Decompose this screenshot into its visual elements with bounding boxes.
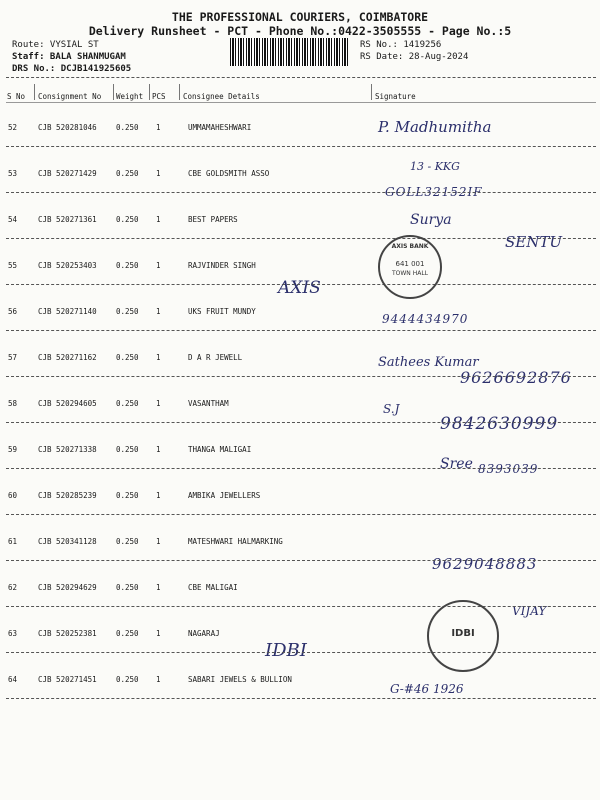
row-cno: CJB 520253403	[38, 261, 97, 270]
divider	[6, 102, 596, 103]
stamp-axis-code: 641 001	[395, 260, 425, 268]
row-cno: CJB 520271140	[38, 307, 97, 316]
row-consignee: D A R JEWELL	[188, 353, 243, 362]
row-cno: CJB 520281046	[38, 123, 97, 132]
row-weight: 0.250	[116, 675, 139, 684]
row-consignee: RAJVINDER SINGH	[188, 261, 256, 270]
row-weight: 0.250	[116, 123, 139, 132]
row-sno: 62	[8, 583, 18, 592]
row-pcs: 1	[156, 215, 161, 224]
row-sno: 64	[8, 675, 18, 684]
col-pcs: PCS	[152, 92, 166, 101]
row-pcs: 1	[156, 123, 161, 132]
row-cno: CJB 520271361	[38, 215, 97, 224]
row-divider	[6, 652, 596, 653]
idbi-bank-stamp	[427, 600, 499, 672]
row-signature: 9444434970	[382, 312, 469, 326]
row-weight: 0.250	[116, 537, 139, 546]
row-signature: Surya	[410, 212, 452, 228]
row-weight: 0.250	[116, 169, 139, 178]
row-sno: 59	[8, 445, 18, 454]
row-sno: 53	[8, 169, 18, 178]
page-subtitle: Delivery Runsheet - PCT - Phone No.:0422-3505555 - Page No.:5	[88, 24, 512, 38]
row-sno: 56	[8, 307, 18, 316]
stamp-axis-label: AXIS BANK	[391, 243, 429, 250]
row-consignee: BEST PAPERS	[188, 215, 238, 224]
row-divider	[6, 238, 596, 239]
row-signature: 8393039	[478, 462, 539, 476]
col-consignee: Consignee Details	[183, 92, 260, 101]
axis-bank-stamp	[378, 235, 442, 299]
row-divider	[6, 284, 596, 285]
row-sno: 57	[8, 353, 18, 362]
row-consignee: MATESHWARI HALMARKING	[188, 537, 283, 546]
row-signature: 9626692876	[460, 368, 572, 387]
row-cno: CJB 520252381	[38, 629, 97, 638]
row-cno: CJB 520341128	[38, 537, 97, 546]
row-consignee: UKS FRUIT MUNDY	[188, 307, 256, 316]
row-sno: 61	[8, 537, 18, 546]
row-signature: GOLL32152IF	[385, 185, 483, 199]
row-weight: 0.250	[116, 583, 139, 592]
row-signature: AXIS	[278, 278, 321, 298]
route: Route: VYSIAL ST	[12, 40, 99, 50]
row-weight: 0.250	[116, 629, 139, 638]
row-consignee: VASANTHAM	[188, 399, 229, 408]
row-cno: CJB 520294605	[38, 399, 97, 408]
row-pcs: 1	[156, 399, 161, 408]
drs-number: DRS No.: DCJB141925605	[12, 64, 132, 74]
row-consignee: NAGARAJ	[188, 629, 220, 638]
row-weight: 0.250	[116, 491, 139, 500]
row-pcs: 1	[156, 537, 161, 546]
row-divider	[6, 606, 596, 607]
row-cno: CJB 520271429	[38, 169, 97, 178]
row-consignee: UMMAMAHESHWARI	[188, 123, 252, 132]
row-divider	[6, 560, 596, 561]
row-weight: 0.250	[116, 215, 139, 224]
row-signature: 9842630999	[440, 414, 559, 434]
row-cno: CJB 520271451	[38, 675, 97, 684]
divider	[6, 77, 596, 78]
row-pcs: 1	[156, 307, 161, 316]
row-sno: 63	[8, 629, 18, 638]
row-consignee: SABARI JEWELS & BULLION	[188, 675, 292, 684]
rs-date: RS Date: 28-Aug-2024	[360, 52, 469, 62]
row-signature: G-#46 1926	[390, 682, 464, 696]
row-divider	[6, 192, 596, 193]
staff: Staff: BALA SHANMUGAM	[12, 52, 126, 62]
row-pcs: 1	[156, 353, 161, 362]
barcode	[230, 38, 348, 66]
col-signature: Signature	[375, 92, 416, 101]
row-weight: 0.250	[116, 261, 139, 270]
row-signature: 13 - KKG	[410, 160, 460, 173]
row-pcs: 1	[156, 583, 161, 592]
row-pcs: 1	[156, 629, 161, 638]
row-pcs: 1	[156, 445, 161, 454]
row-divider	[6, 330, 596, 331]
row-consignee: CBE MALIGAI	[188, 583, 238, 592]
row-pcs: 1	[156, 675, 161, 684]
row-divider	[6, 698, 596, 699]
row-signature: SENTU	[505, 233, 562, 251]
row-sno: 60	[8, 491, 18, 500]
page-title: THE PROFESSIONAL COURIERS, COIMBATORE	[171, 10, 429, 24]
row-weight: 0.250	[116, 353, 139, 362]
col-consignment: Consignment No	[38, 92, 102, 101]
row-pcs: 1	[156, 169, 161, 178]
row-consignee: CBE GOLDSMITH ASSO	[188, 169, 270, 178]
col-sno: S No	[7, 92, 26, 101]
row-cno: CJB 520271338	[38, 445, 97, 454]
row-weight: 0.250	[116, 399, 139, 408]
row-pcs: 1	[156, 261, 161, 270]
row-consignee: AMBIKA JEWELLERS	[188, 491, 261, 500]
row-cno: CJB 520271162	[38, 353, 97, 362]
row-divider	[6, 146, 596, 147]
col-weight: Weight	[116, 92, 144, 101]
row-cno: CJB 520285239	[38, 491, 97, 500]
row-signature: VIJAY	[512, 604, 547, 618]
row-divider	[6, 514, 596, 515]
row-signature: S.J	[383, 402, 400, 416]
row-divider	[6, 376, 596, 377]
row-signature: 9629048883	[432, 555, 538, 573]
row-signature: P. Madhumitha	[378, 118, 492, 136]
row-sno: 55	[8, 261, 18, 270]
row-consignee: THANGA MALIGAI	[188, 445, 252, 454]
row-weight: 0.250	[116, 307, 139, 316]
row-pcs: 1	[156, 491, 161, 500]
row-weight: 0.250	[116, 445, 139, 454]
row-sno: 52	[8, 123, 18, 132]
stamp-axis-town: TOWN HALL	[391, 270, 429, 277]
row-divider	[6, 468, 596, 469]
row-cno: CJB 520294629	[38, 583, 97, 592]
row-signature: Sathees Kumar	[378, 355, 479, 370]
row-divider	[6, 422, 596, 423]
row-sno: 58	[8, 399, 18, 408]
stamp-idbi-label: IDBI	[451, 628, 475, 639]
row-signature: IDBI	[265, 640, 307, 661]
row-signature: Sree	[440, 456, 473, 472]
rs-number: RS No.: 1419256	[360, 40, 442, 50]
row-sno: 54	[8, 215, 18, 224]
